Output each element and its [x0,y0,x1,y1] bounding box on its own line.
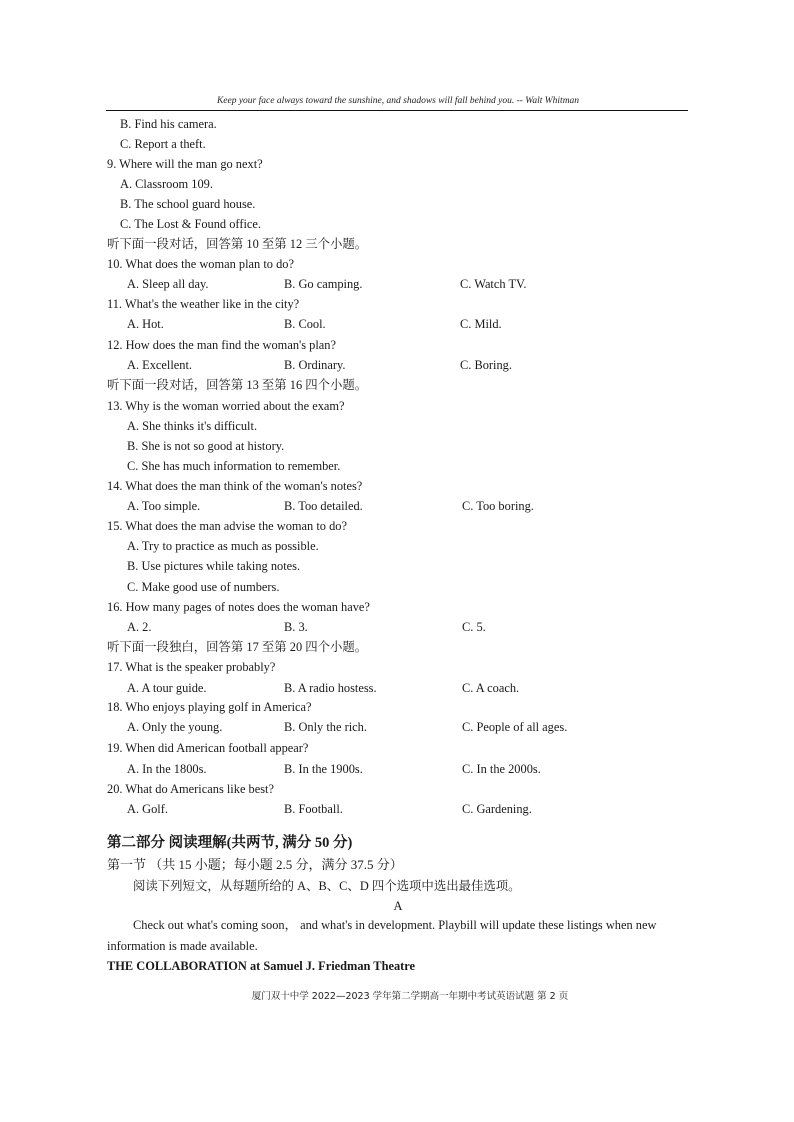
q15-option-a: A. Try to practice as much as possible. [127,539,319,553]
q10-option-c: C. Watch TV. [460,277,527,291]
q18-option-c: C. People of all ages. [462,720,568,734]
q15-option-c: C. Make good use of numbers. [127,580,280,594]
q10-option-a: A. Sleep all day. [127,277,209,291]
q20-stem: 20. What do Americans like best? [107,782,275,796]
instruction-10-12: 听下面一段对话，回答第 10 至第 12 三个小题。 [107,237,368,251]
q14-option-b: B. Too detailed. [284,499,363,513]
q16-option-c: C. 5. [462,620,486,634]
q9-option-c: C. The Lost & Found office. [120,217,261,231]
q17-option-b: B. A radio hostess. [284,681,377,695]
q17-option-c: C. A coach. [462,681,520,695]
q17-stem: 17. What is the speaker probably? [107,660,276,674]
q20-option-c: C. Gardening. [462,802,532,816]
instruction-13-16: 听下面一段对话，回答第 13 至第 16 四个小题。 [107,378,368,392]
instruction-17-20: 听下面一段独白，回答第 17 至第 20 四个小题。 [107,640,368,654]
q13-stem: 13. Why is the woman worried about the exam? [107,399,345,413]
q8-option-c: C. Report a theft. [120,137,206,151]
q10-stem: 10. What does the woman plan to do? [107,257,294,271]
header-motto: Keep your face always toward the sunshine, and shadows will fall behind you. -- Walt Whitman [216,96,580,106]
page-footer: 厦门双十中学 2022—2023 学年第二学期高一年期中考试英语试题 第 2 页 [251,991,569,1002]
q11-option-a: A. Hot. [127,317,164,331]
q11-option-b: B. Cool. [284,317,326,331]
q12-option-a: A. Excellent. [127,358,193,372]
q15-option-b: B. Use pictures while taking notes. [127,559,301,573]
q18-stem: 18. Who enjoys playing golf in America? [107,700,312,714]
q16-stem: 16. How many pages of notes does the woman have? [107,600,370,614]
q18-option-b: B. Only the rich. [284,720,367,734]
q15-stem: 15. What does the man advise the woman to do? [107,519,347,533]
q17-option-a: A. A tour guide. [127,681,207,695]
q14-option-c: C. Too boring. [462,499,534,513]
q19-option-a: A. In the 1800s. [127,762,207,776]
q9-stem: 9. Where will the man go next? [107,157,263,171]
passage-heading: THE COLLABORATION at Samuel J. Friedman Theatre [107,959,416,973]
q13-option-a: A. She thinks it's difficult. [127,419,258,433]
q19-option-c: C. In the 2000s. [462,762,541,776]
q16-option-b: B. 3. [284,620,308,634]
header-rule [106,110,688,111]
q19-option-b: B. In the 1900s. [284,762,363,776]
reading-instruction: 阅读下列短文，从每题所给的 A、B、C、D 四个选项中选出最佳选项。 [133,879,521,893]
q18-option-a: A. Only the young. [127,720,223,734]
q20-option-a: A. Golf. [127,802,168,816]
passage-line-1: Check out what's coming soon， and what's in development. Playbill will update these listings when new [133,918,657,932]
q8-option-b: B. Find his camera. [120,117,217,131]
q12-stem: 12. How does the man find the woman's plan? [107,338,337,352]
part2-title: 第二部分 阅读理解(共两节, 满分 50 分) [107,835,353,851]
q11-option-c: C. Mild. [460,317,502,331]
q12-option-b: B. Ordinary. [284,358,346,372]
q19-stem: 19. When did American football appear? [107,741,309,755]
q14-option-a: A. Too simple. [127,499,201,513]
q9-option-b: B. The school guard house. [120,197,256,211]
q10-option-b: B. Go camping. [284,277,363,291]
q12-option-c: C. Boring. [460,358,512,372]
q13-option-c: C. She has much information to remember. [127,459,341,473]
q16-option-a: A. 2. [127,620,152,634]
passage-line-2: information is made available. [107,939,258,953]
q20-option-b: B. Football. [284,802,343,816]
q9-option-a: A. Classroom 109. [120,177,213,191]
q14-stem: 14. What does the man think of the woman's notes? [107,479,363,493]
q11-stem: 11. What's the weather like in the city? [107,297,300,311]
q13-option-b: B. She is not so good at history. [127,439,285,453]
passage-label: A [393,899,403,913]
section1-title: 第一节 （共 15 小题；每小题 2.5 分，满分 37.5 分） [107,857,403,872]
